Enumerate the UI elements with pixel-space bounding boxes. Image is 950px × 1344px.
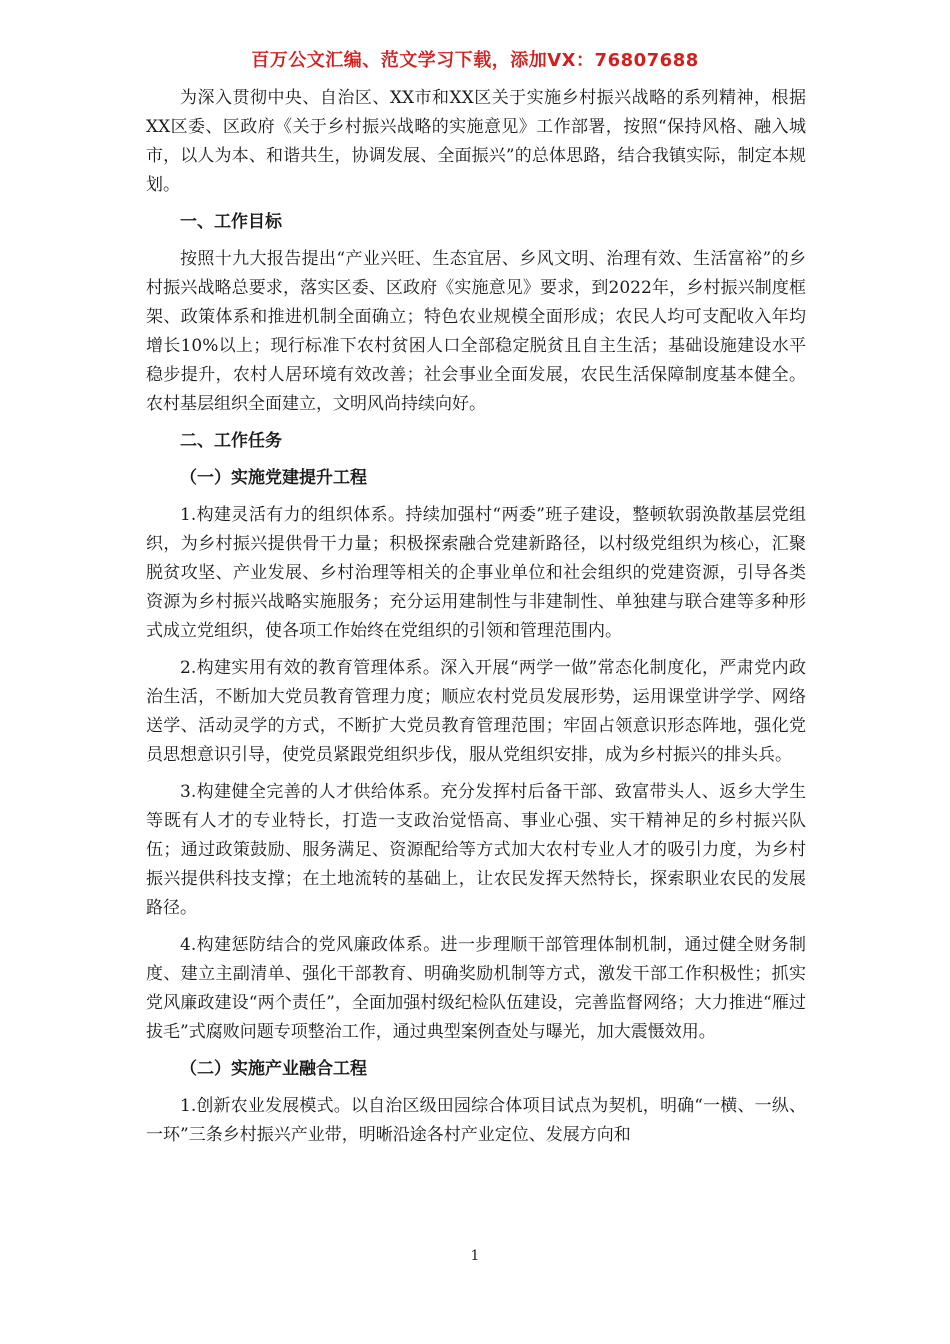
task-paragraph: 1.创新农业发展模式。以自治区级田园综合体项目试点为契机，明确“一横、一纵、一环”三条乡村振兴产业带，明晰沿途各村产业定位、发展方向和 xyxy=(146,1096,806,1145)
task-paragraph: 1.构建灵活有力的组织体系。持续加强村“两委”班子建设，整顿软弱涣散基层党组织，为乡村振兴提供骨干力量；积极探索融合党建新路径，以村级党组织为核心，汇聚脱贫攻坚、产业发展、乡村治理等相关的企事业单位和社会组织的党建资源，引导各类资源为乡村振兴战略实施服务；充分运用建制性与非建制性、单独建与联合建等多种形式成立党组织，使各项工作始终在党组织的引领和管理范围内。 xyxy=(146,505,806,641)
section-heading-goals: 一、工作目标 xyxy=(180,212,282,232)
task-paragraph: 3.构建健全完善的人才供给体系。充分发挥村后备干部、致富带头人、返乡大学生等既有人才的专业特长，打造一支政治觉悟高、事业心强、实干精神足的乡村振兴队伍；通过政策鼓励、服务满足、资源配给等方式加大农村专业人才的吸引力度，为乡村振兴提供科技支撑；在土地流转的基础上，让农民发挥天然特长，探索职业农民的发展路径。 xyxy=(146,782,806,918)
subsection-heading-party-building: （一）实施党建提升工程 xyxy=(180,468,367,488)
goals-paragraph: 按照十九大报告提出“产业兴旺、生态宜居、乡风文明、治理有效、生活富裕”的乡村振兴战略总要求，落实区委、区政府《实施意见》要求，到2022年，乡村振兴制度框架、政策体系和推进机制全面确立；特色农业规模全面形成；农民人均可支配收入年均增长10%以上；现行标准下农村贫困人口全部稳定脱贫且自主生活；基础设施建设水平稳步提升，农村人居环境有效改善；社会事业全面发展，农民生活保障制度基本健全。农村基层组织全面建立，文明风尚持续向好。 xyxy=(146,249,806,414)
section-heading-tasks: 二、工作任务 xyxy=(180,431,282,451)
task-paragraph: 2.构建实用有效的教育管理体系。深入开展“两学一做”常态化制度化，严肃党内政治生活，不断加大党员教育管理力度；顺应农村党员发展形势，运用课堂讲学学、网络送学、活动灵学的方式，不断扩大党员教育管理范围；牢固占领意识形态阵地，强化党员思想意识引导，使党员紧跟党组织步伐，服从党组织安排，成为乡村振兴的排头兵。 xyxy=(146,658,806,765)
page-number: 1 xyxy=(470,1248,480,1264)
document-body xyxy=(146,84,806,1150)
task-paragraph: 4.构建惩防结合的党风廉政体系。进一步理顺干部管理体制机制，通过健全财务制度、建立主副清单、强化干部教育、明确奖励机制等方式，激发干部工作积极性；抓实党风廉政建设“两个责任”，全面加强村级纪检队伍建设，完善监督网络；大力推进“雁过拔毛”式腐败问题专项整治工作，通过典型案例查处与曝光，加大震慑效用。 xyxy=(146,935,806,1042)
subsection-heading-industry: （二）实施产业融合工程 xyxy=(180,1059,367,1079)
watermark-banner: 百万公文汇编、范文学习下载，添加VX：76807688 xyxy=(251,50,699,71)
intro-paragraph: 为深入贯彻中央、自治区、XX市和XX区关于实施乡村振兴战略的系列精神，根据XX区委、区政府《关于乡村振兴战略的实施意见》工作部署，按照“保持风格、融入城市，以人为本、和谐共生，协调发展、全面振兴”的总体思路，结合我镇实际，制定本规划。 xyxy=(146,88,806,195)
